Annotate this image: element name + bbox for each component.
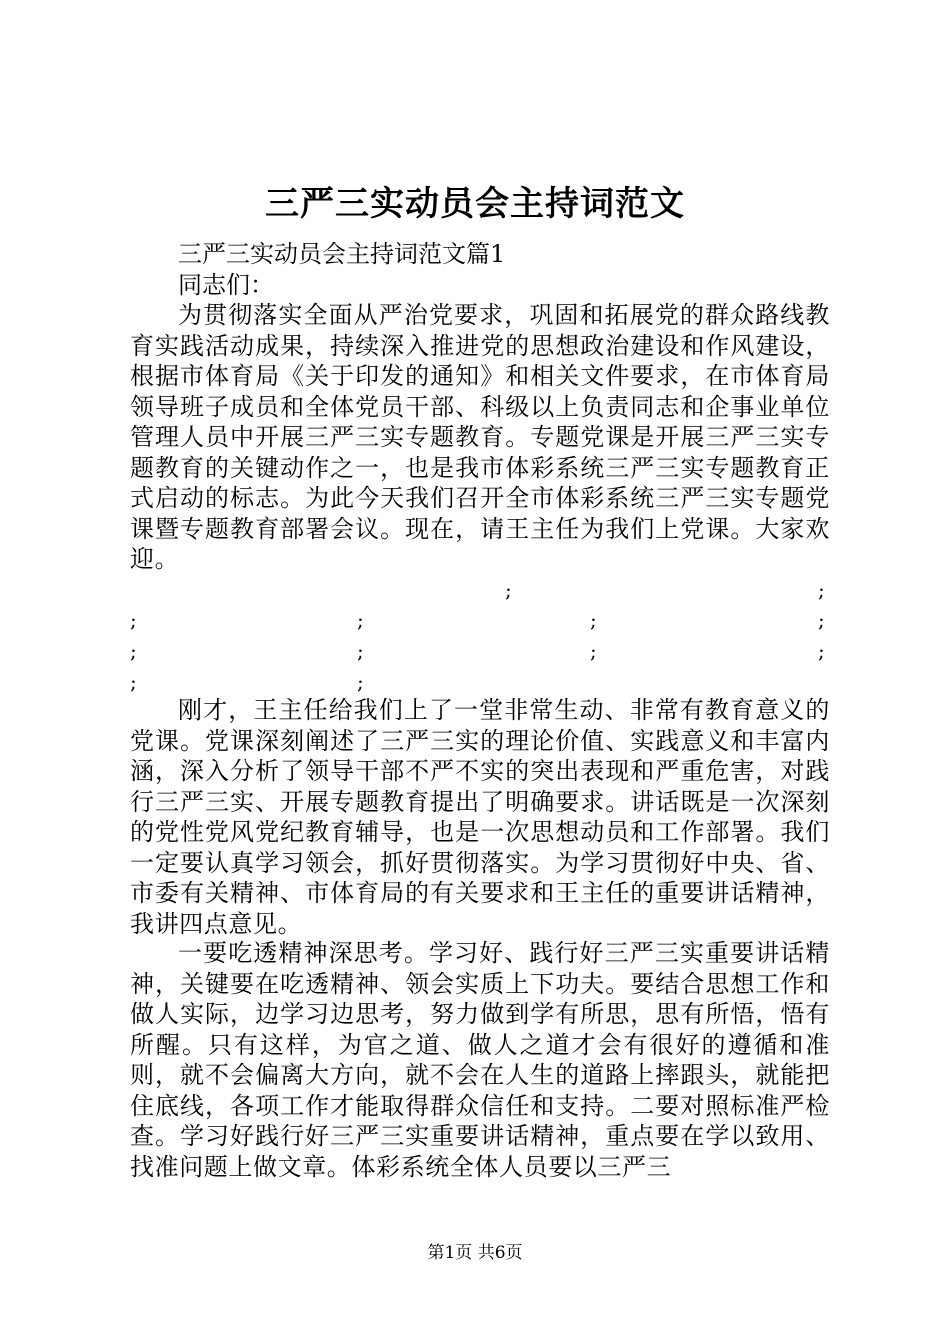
paragraph-1: 为贯彻落实全面从严治党要求，巩固和拓展党的群众路线教育实践活动成果，持续深入推进党的思想政治建设和作风建设，根据市体育局《关于印发的通知》和相关文件要求，在市体育局领导班子成员和全体党员干部、科级以上负责同志和企事业单位管理人员中开展三严三实专题教育。专题党课是开展三严三实专题教育的关键动作之一，也是我市体彩系统三严三实专题教育正式启动的标志。为此今天我们召开全市体彩系统三严三实专题党课暨专题教育部署会议。现在，请王主任为我们上党课。大家欢迎。 (130, 301, 830, 573)
separator-mark: ; (818, 639, 825, 663)
separator-mark: ; (130, 608, 137, 632)
section-heading: 三严三实动员会主持词范文篇1 (178, 240, 506, 268)
separator-mark: ; (818, 578, 825, 602)
greeting: 同志们： (178, 271, 274, 299)
separator-mark: ; (590, 639, 597, 663)
separator-mark: ; (130, 639, 137, 663)
page-footer: 第1页 共6页 (427, 1243, 523, 1263)
separator-mark: ; (505, 578, 512, 602)
separator-mark: ; (357, 639, 364, 663)
separator-mark: ; (590, 608, 597, 632)
paragraph-2: 刚才，王主任给我们上了一堂非常生动、非常有教育意义的党课。党课深刻阐述了三严三实的理论价值、实践意义和丰富内涵，深入分析了领导干部不严不实的突出表现和严重危害，对践行三严三实、开展专题教育提出了明确要求。讲话既是一次深刻的党性党风党纪教育辅导，也是一次思想动员和工作部署。我们一定要认真学习领会，抓好贯彻落实。为学习贯彻好中央、省、市委有关精神、市体育局的有关要求和王主任的重要讲话精神，我讲四点意见。 (130, 696, 830, 938)
document-title: 三严三实动员会主持词范文 (265, 184, 685, 224)
separator-mark: ; (818, 608, 825, 632)
separator-mark: ; (130, 670, 137, 694)
paragraph-3: 一要吃透精神深思考。学习好、践行好三严三实重要讲话精神，关键要在吃透精神、领会实质上下功夫。要结合思想工作和做人实际，边学习边思考，努力做到学有所思，思有所悟，悟有所醒。只有这样，为官之道、做人之道才会有很好的遵循和准则，就不会偏离大方向，就不会在人生的道路上摔跟头，就能把住底线，各项工作才能取得群众信任和支持。二要对照标准严检查。学习好践行好三严三实重要讲话精神，重点要在学以致用、找准问题上做文章。体彩系统全体人员要以三严三 (130, 939, 830, 1181)
separator-mark: ; (357, 670, 364, 694)
separator-mark: ; (357, 608, 364, 632)
